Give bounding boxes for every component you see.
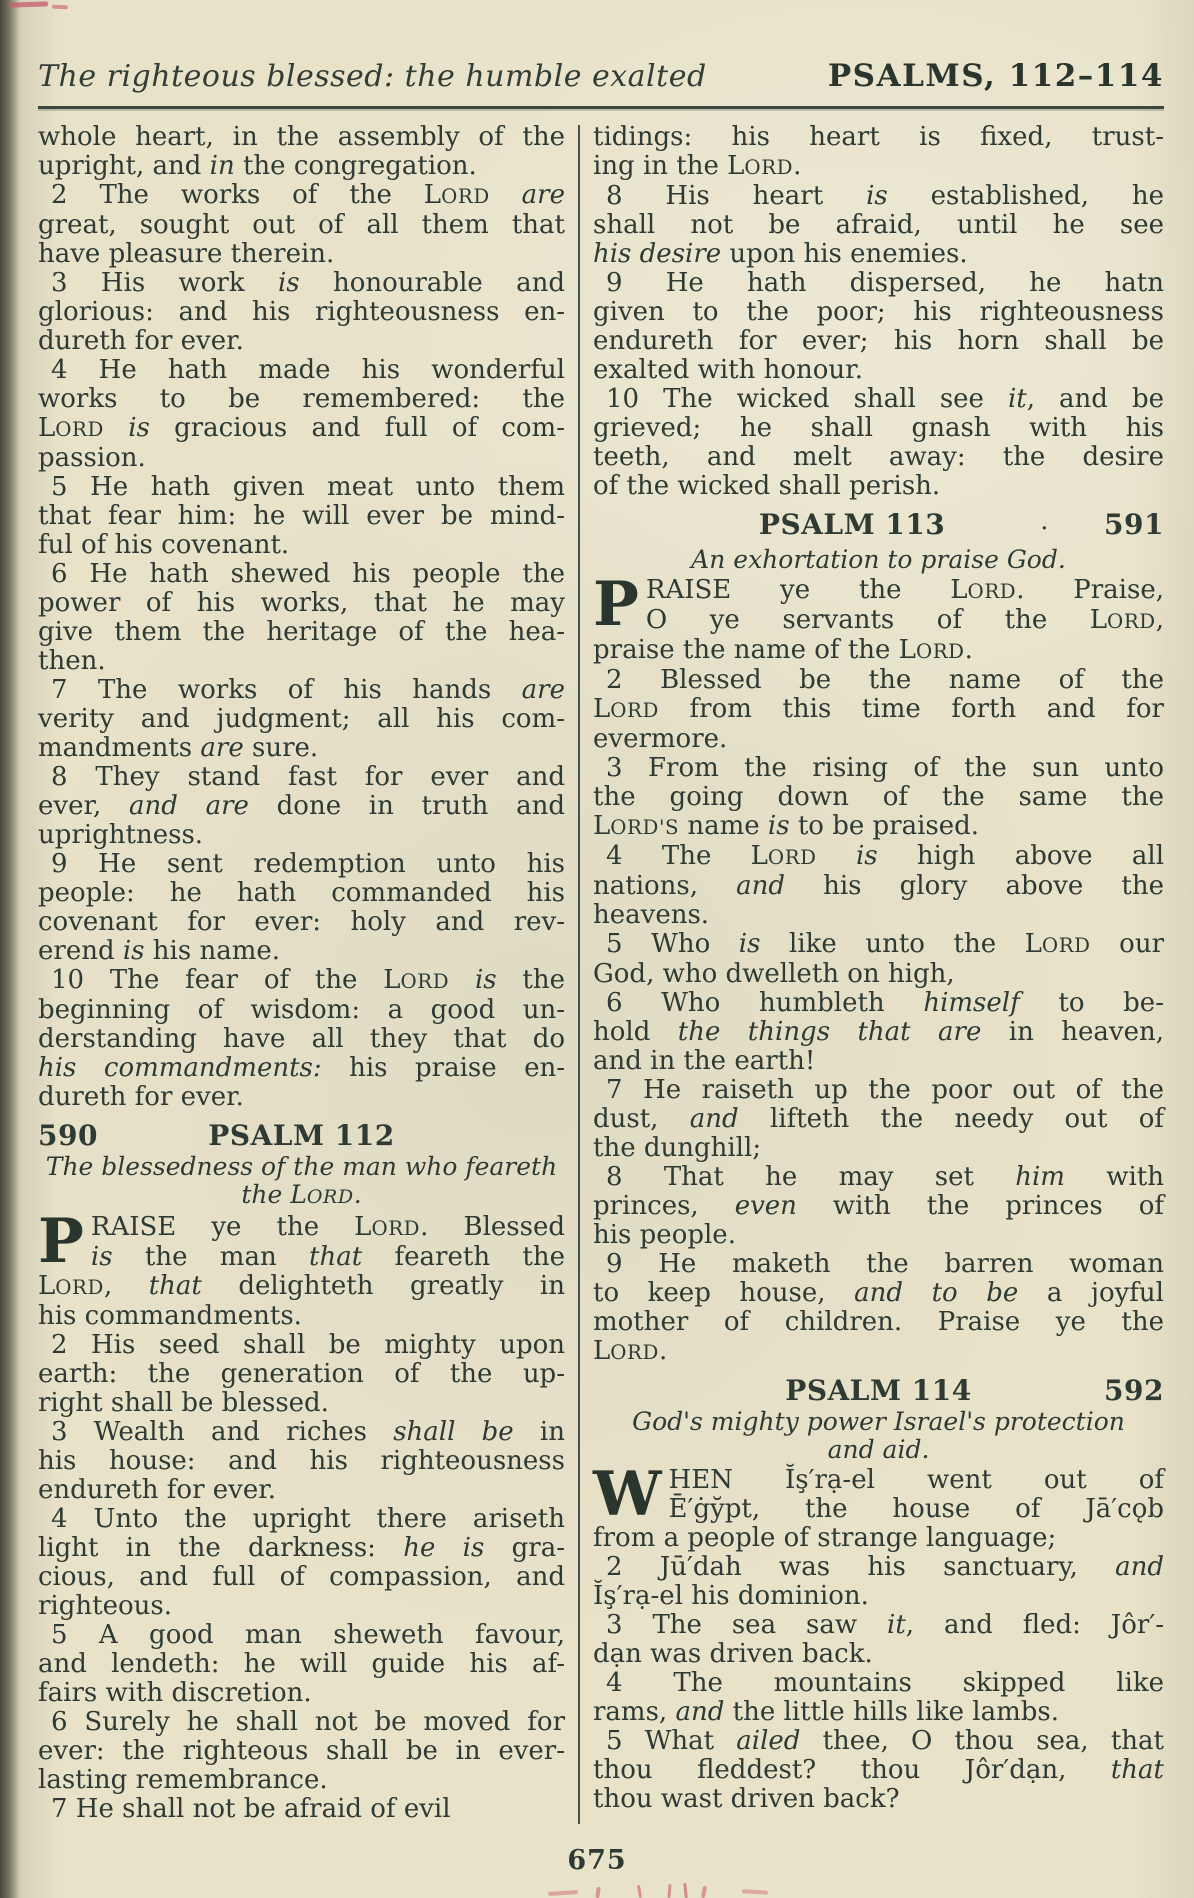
text-line: LORD is gracious and full of com- <box>38 413 565 443</box>
text-line: tidings: his heart is fixed, trust- <box>593 122 1164 152</box>
text-line: 9 He sent redemption unto his <box>51 849 565 879</box>
text-line: 4 The LORD is high above all <box>606 841 1165 871</box>
text-line: verity and judgment; all his com- <box>38 704 565 734</box>
text-line: ever: the righteous shall be in ever- <box>38 1736 565 1766</box>
text-line: ing in the LORD. <box>593 151 802 181</box>
text-line: 6 He hath shewed his people the <box>51 559 565 589</box>
text-line: God, who dwelleth on high, <box>593 959 955 989</box>
psalm-number: 592 <box>1104 1374 1164 1407</box>
text-line: rams, and the little hills like lambs. <box>593 1697 1060 1727</box>
red-ink-mark <box>637 1885 642 1898</box>
text-line: 5 A good man sheweth favour, <box>51 1620 565 1650</box>
text-line: 8 His heart is established, he <box>606 181 1164 211</box>
text-line: RAISE ye the LORD. Blessed <box>90 1212 565 1242</box>
text-line: fairs with discretion. <box>38 1678 312 1708</box>
text-line: the dunghill; <box>593 1133 762 1163</box>
text-line: thou fleddest? thou Jôr′dạn, that <box>593 1755 1164 1785</box>
text-line: 3 The sea saw it, and fled: Jôr′- <box>606 1610 1165 1640</box>
text-line: teeth, and melt away: the desire <box>593 442 1164 472</box>
psalm-heading <box>38 1121 565 1150</box>
text-columns <box>38 123 1164 1824</box>
text-line: and lendeth: he will guide his af- <box>38 1649 565 1679</box>
page-title: PSALMS, 112–114 <box>827 58 1164 94</box>
verse-block <box>593 269 1164 385</box>
text-line: dust, and lifteth the needy out of <box>593 1104 1164 1134</box>
text-line: O ye servants of the LORD, <box>645 605 1164 635</box>
text-line: hold the things that are in heaven, <box>593 1017 1165 1047</box>
text-line: nations, and his glory above the <box>593 871 1164 901</box>
verse-block <box>38 1418 565 1505</box>
verse-block <box>38 1331 565 1418</box>
text-line: earth: the generation of the up- <box>38 1359 565 1389</box>
running-title: The righteous blessed: the humble exalted <box>38 59 707 94</box>
red-ink-mark <box>667 1884 671 1898</box>
column-divider <box>578 125 580 1824</box>
text-line: grieved; he shall gnash with his <box>593 413 1164 443</box>
psalm-title: PSALM 113 <box>758 508 946 541</box>
text-line: the going down of the same the <box>593 782 1164 812</box>
text-line: 2 The works of the LORD are <box>51 180 565 210</box>
text-line: his commandments. <box>38 1301 302 1331</box>
continuation-block <box>593 123 1164 182</box>
text-line: endureth for ever. <box>38 1475 277 1505</box>
subtitle-line: and aid. <box>827 1435 930 1464</box>
text-line: his house: and his righteousness <box>38 1446 565 1476</box>
verse-block <box>593 1250 1164 1367</box>
verse-block <box>593 1611 1164 1669</box>
verse-block <box>38 473 565 560</box>
red-ink-mark <box>548 1890 578 1896</box>
text-line: RAISE ye the LORD. Praise, <box>645 575 1164 605</box>
psalm-title: PSALM 112 <box>208 1119 395 1152</box>
text-line: 4 He hath made his wonderful <box>51 355 565 385</box>
text-line: 8 That he may set him with <box>606 1162 1164 1192</box>
text-line: 2 Blessed be the name of the <box>606 665 1164 695</box>
psalm-subtitle <box>593 546 1164 574</box>
text-line: erend is his name. <box>38 936 281 966</box>
text-line: mother of children. Praise ye the <box>593 1307 1164 1337</box>
text-line: his commandments: his praise en- <box>38 1053 566 1083</box>
psalm-number: 591 <box>1104 508 1164 541</box>
text-line: 3 His work is honourable and <box>51 268 565 298</box>
dropcap-letter: P <box>38 1206 84 1277</box>
text-line: 6 Surely he shall not be moved for <box>51 1707 565 1737</box>
psalm-heading <box>593 510 1164 543</box>
red-ink-mark <box>683 1883 688 1898</box>
text-line: praise the name of the LORD. <box>593 635 973 665</box>
text-line: princes, even with the princes of <box>593 1191 1164 1221</box>
verse-block <box>593 1727 1164 1814</box>
text-line: given to the poor; his righteousness <box>593 297 1164 327</box>
text-line: 2 Jū′dah was his sanctuary, and <box>606 1552 1164 1582</box>
subtitle-line: the LORD. <box>241 1180 362 1209</box>
verse-block <box>593 1669 1164 1727</box>
text-line: 7 He shall not be afraid of evil <box>51 1794 451 1824</box>
text-line: derstanding have all they that do <box>38 1024 565 1054</box>
dropcap-letter: W <box>593 1459 662 1530</box>
text-line: evermore. <box>593 724 728 754</box>
continuation-block <box>38 123 565 181</box>
red-ink-mark <box>701 1886 707 1898</box>
text-line: 6 Who humbleth himself to be- <box>606 988 1164 1018</box>
separator-dot: · <box>1041 518 1048 539</box>
subtitle-line: God's mighty power Israel's protection <box>632 1407 1125 1436</box>
text-line: whole heart, in the assembly of the <box>38 122 565 152</box>
verse-block <box>38 560 565 676</box>
text-line: 8 They stand fast for ever and <box>51 762 565 792</box>
verse-block <box>593 385 1164 501</box>
verse-block <box>593 1553 1164 1611</box>
text-line: passion. <box>38 443 146 473</box>
verse-block <box>38 850 565 966</box>
text-line: LORD. <box>593 1336 668 1366</box>
text-line: 5 He hath given meat unto them <box>51 472 565 502</box>
text-line: LORD, that delighteth greatly in <box>38 1271 565 1301</box>
subtitle-line: The blessedness of the man who feareth <box>45 1152 558 1181</box>
running-header <box>38 0 1164 94</box>
text-line: light in the darkness: he is gra- <box>38 1533 565 1563</box>
text-line: his people. <box>593 1220 736 1250</box>
text-line: 2 His seed shall be mighty upon <box>51 1330 565 1360</box>
dropcap-verse-block <box>593 1459 1164 1553</box>
text-line: 7 The works of his hands are <box>51 675 565 705</box>
text-line: covenant for ever: holy and rev- <box>38 907 565 937</box>
header-rule <box>38 106 1164 109</box>
verse-block <box>593 182 1164 269</box>
text-line: 3 From the rising of the sun unto <box>606 753 1164 783</box>
verse-block <box>38 1708 565 1795</box>
text-line: 9 He maketh the barren woman <box>606 1249 1164 1279</box>
text-line: 3 Wealth and riches shall be in <box>51 1417 565 1447</box>
text-line: 10 The wicked shall see it, and be <box>606 384 1164 414</box>
verse-block <box>593 754 1164 842</box>
text-line: mandments are sure. <box>38 733 319 763</box>
verse-block <box>593 666 1164 754</box>
text-line: people: he hath commanded his <box>38 878 565 908</box>
psalm-title: PSALM 114 <box>785 1374 972 1407</box>
text-line: 10 The fear of the LORD is the <box>51 965 565 995</box>
text-line: thou wast driven back? <box>593 1784 900 1814</box>
text-line: great, sought out of all them that <box>38 210 565 240</box>
text-line: ever, and are done in truth and <box>38 791 565 821</box>
psalm-subtitle <box>38 1153 565 1211</box>
verse-block <box>593 1163 1164 1250</box>
text-line: his desire upon his enemies. <box>593 239 968 269</box>
subtitle-line: An exhortation to praise God. <box>691 545 1066 574</box>
text-line: then. <box>38 646 106 676</box>
text-line: of the wicked shall perish. <box>593 471 941 501</box>
text-line: to keep house, and to be a joyful <box>593 1278 1164 1308</box>
right-column <box>593 123 1164 1824</box>
verse-block <box>38 966 565 1112</box>
verse-block <box>38 1505 565 1621</box>
verse-block <box>38 1795 565 1824</box>
text-line: upright, and in the congregation. <box>38 151 477 181</box>
text-line: from a people of strange language; <box>593 1523 1057 1553</box>
red-ink-mark <box>595 1887 600 1898</box>
text-line: right shall be blessed. <box>38 1388 329 1418</box>
text-line: dureth for ever. <box>38 1082 244 1112</box>
text-line: is the man that feareth the <box>90 1242 565 1272</box>
verse-block <box>38 181 565 269</box>
red-ink-mark <box>742 1889 768 1894</box>
text-line: exalted with honour. <box>593 355 864 385</box>
verse-block <box>593 989 1164 1076</box>
text-line: have pleasure therein. <box>38 239 335 269</box>
text-line: Ĭş′rạ-el his dominion. <box>593 1581 869 1611</box>
text-line: works to be remembered: the <box>38 384 565 414</box>
text-line: endureth for ever; his horn shall be <box>593 326 1164 356</box>
dropcap-letter: P <box>593 569 639 640</box>
text-line: LORD from this time forth and for <box>593 694 1164 724</box>
text-line: and in the earth! <box>593 1046 816 1076</box>
text-line: 9 He hath dispersed, he hatn <box>606 268 1164 298</box>
verse-block <box>38 676 565 763</box>
psalm-heading <box>593 1376 1164 1405</box>
text-line: Ē′ġy̆pt, the house of Jā′cǫb <box>668 1494 1164 1524</box>
psalm-subtitle <box>593 1408 1164 1464</box>
dropcap-verse-block <box>38 1206 565 1331</box>
text-line: uprightness. <box>38 820 204 850</box>
text-line: dạn was driven back. <box>593 1639 873 1669</box>
text-line: 4 Unto the upright there ariseth <box>51 1504 565 1534</box>
text-line: 5 Who is like unto the LORD our <box>606 929 1164 959</box>
text-line: 4 The mountains skipped like <box>606 1668 1164 1698</box>
text-line: dureth for ever. <box>38 326 244 356</box>
text-line: glorious: and his righteousness en- <box>38 297 565 327</box>
text-line: 5 What ailed thee, O thou sea, that <box>606 1726 1164 1756</box>
verse-block <box>38 763 565 850</box>
text-line: 7 He raiseth up the poor out of the <box>606 1075 1164 1105</box>
verse-block <box>38 269 565 356</box>
verse-block <box>593 1076 1164 1163</box>
verse-block <box>593 930 1164 989</box>
text-line: shall not be afraid, until he see <box>593 210 1164 240</box>
text-line: righteous. <box>38 1591 172 1621</box>
psalm-number: 590 <box>38 1119 98 1152</box>
text-line: that fear him: he will ever be mind- <box>38 501 565 531</box>
page-number: 675 <box>567 1845 627 1876</box>
dropcap-verse-block <box>593 569 1164 666</box>
text-line: lasting remembrance. <box>38 1765 328 1795</box>
left-column <box>38 123 565 1824</box>
text-line: give them the heritage of the hea- <box>38 617 565 647</box>
text-line: heavens. <box>593 900 710 930</box>
verse-block <box>38 356 565 473</box>
text-line: LORD'S name is to be praised. <box>593 811 980 841</box>
text-line: power of his works, that he may <box>38 588 565 618</box>
text-line: cious, and full of compassion, and <box>38 1562 565 1592</box>
verse-block <box>593 842 1164 930</box>
text-line: HEN Ĭş′rạ-el went out of <box>668 1465 1164 1495</box>
verse-block <box>38 1621 565 1708</box>
text-line: beginning of wisdom: a good un- <box>38 995 565 1025</box>
text-line: ful of his covenant. <box>38 530 290 560</box>
